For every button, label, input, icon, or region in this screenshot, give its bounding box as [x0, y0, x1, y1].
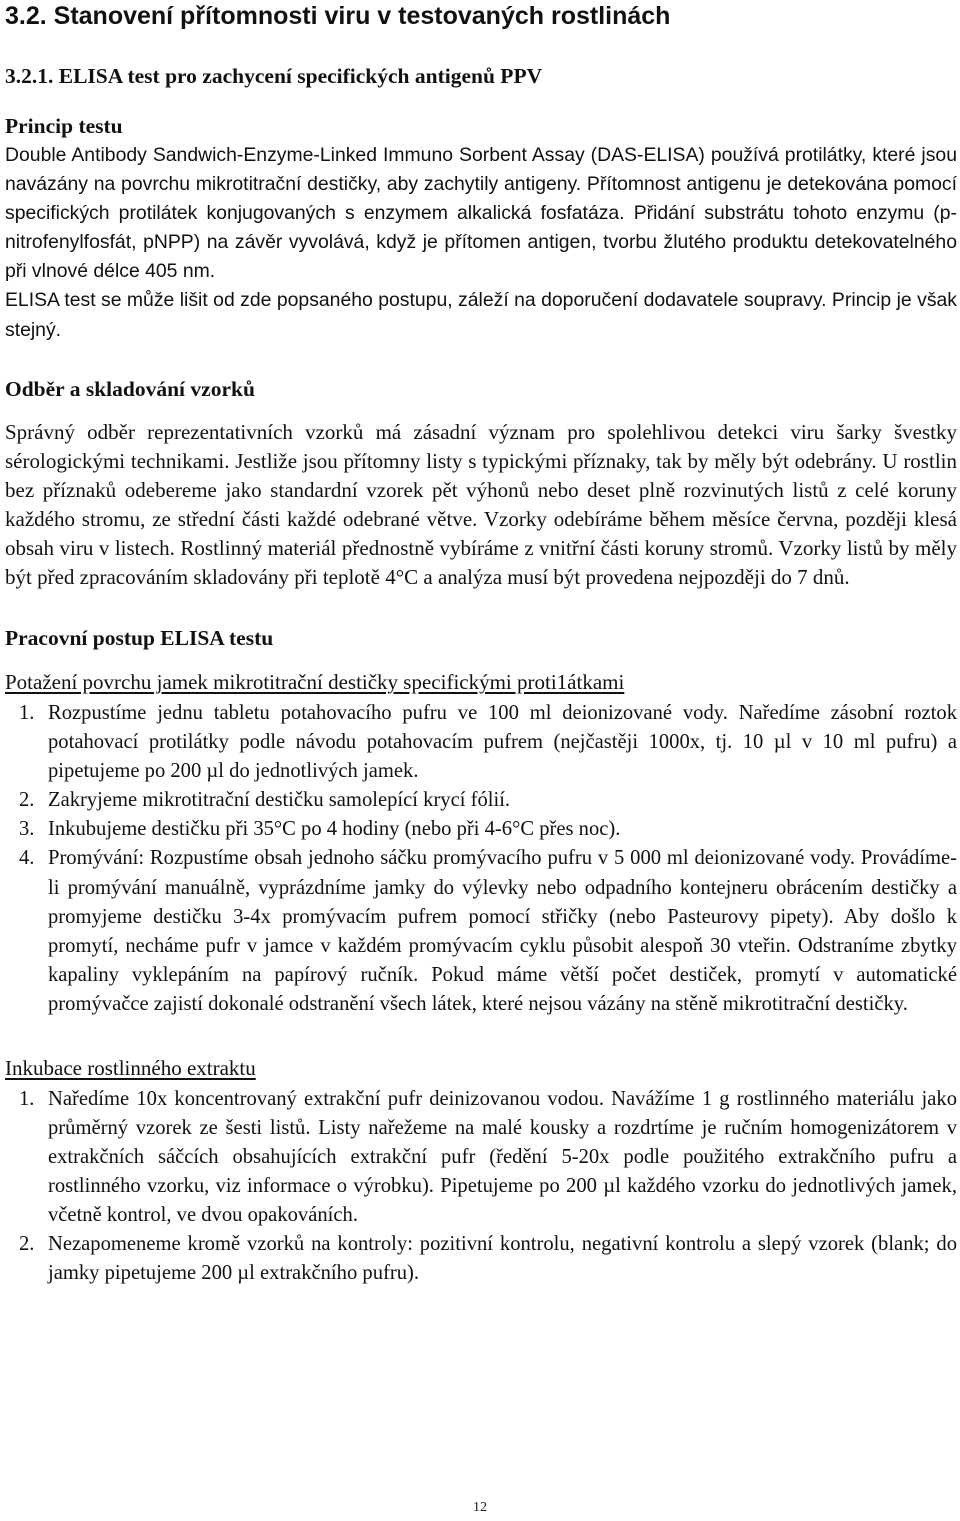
list-item-text: Inkubujeme destičku při 35°C po 4 hodiny (nebo při 4-6°C přes noc).: [48, 818, 621, 841]
list-item: [5, 1230, 957, 1288]
list-item-text: Zakryjeme mikrotitrační destičku samolepící krycí fólií.: [48, 789, 511, 812]
princip-paragraph: Double Antibody Sandwich-Enzyme-Linked Immuno Sorbent Assay (DAS-ELISA) používá protilátky, které jsou navázány na povrchu mikrotitrační destičky, aby zachytily antigeny. Přítomnost antigenu je detekována pomocí specifických protilátek konjugovaných s enzymem alkalická fosfatáza. Přidání substrátu tohoto enzymu (p-nitrofenylfosfát, pNPP) na závěr vyvolává, když je přítomen antigen, tvorbu žlutého produktu detekovatelného při vlnové délce 405 nm.: [5, 144, 957, 283]
document-page: [5, 0, 957, 1288]
princip-note-paragraph: ELISA test se může lišit od zde popsaného postupu, záleží na doporučení dodavatele soupravy. Princip je však stejný.: [5, 289, 957, 341]
list-item-text: Rozpustíme jednu tabletu potahovacího pufru ve 100 ml deionizované vody. Naředíme zásobní roztok potahovací protilátky podle návodu potahovacím pufrem (nejčastěji 1000x, tj. 10 µl v 10 ml pufru) a pipetujeme po 200 µl do jednotlivých jamek.: [48, 702, 957, 783]
list-item-number: 2.: [19, 1232, 35, 1255]
postup-heading: Pracovní postup ELISA testu: [5, 626, 274, 651]
page-number: 12: [473, 1500, 487, 1515]
list-item-number: 4.: [19, 847, 35, 870]
odber-heading: Odběr a skladování vzorků: [5, 376, 255, 401]
coating-steps-list: [5, 699, 957, 1019]
list-item: [5, 699, 957, 786]
princip-heading: Princip testu: [5, 114, 123, 138]
list-item-number: 1.: [19, 1087, 35, 1110]
subsection-heading: 3.2.1. ELISA test pro zachycení specifických antigenů PPV: [5, 64, 543, 88]
list-item: [5, 815, 957, 844]
list-item-text: Nezapomeneme kromě vzorků na kontroly: pozitivní kontrolu, negativní kontrolu a slepý vzorek (blank; do jamky pipetujeme 200 µl extrakčního pufru).: [48, 1232, 957, 1285]
list-item: [5, 1085, 957, 1230]
list-item-number: 2.: [19, 789, 35, 812]
odber-paragraph: Správný odběr reprezentativních vzorků má zásadní význam pro spolehlivou detekci viru šarky švestky sérologickými technikami. Jestliže jsou přítomny listy s typickými příznaky, tak by měly být odebrány. U rostlin bez příznaků odebereme jako standardní vzorek pět výhonů nebo deset plně rozvinutých listů z celé koruny každého stromu, ze střední části každé odebrané větve. Vzorky odebíráme během měsíce června, později klesá obsah viru v listech. Rostlinný materiál přednostně vybíráme z vnitřní části koruny stromů. Vzorky listů by měly být před zpracováním skladovány při teplotě 4°C a analýza musí být provedena nejpozději do 7 dnů.: [5, 419, 957, 590]
section-heading: 3.2. Stanovení přítomnosti viru v testovaných rostlinách: [5, 2, 671, 30]
list-item-text: Promývání: Rozpustíme obsah jednoho sáčku promývacího pufru v 5 000 ml deionizované vody. Provádíme-li promývání manuálně, vyprázdníme jamky do výlevky nebo odpadního kontejneru obrácením destičky a promyjeme destičku 3-4x promývacím pufrem pomocí střičky (nebo Pasteurovy pipety). Aby došlo k promytí, necháme pufr v jamce v každém promývacím cyklu působit alespoň 30 vteřin. Odstraníme zbytky kapaliny vyklepáním na papírový ručník. Pokud máme větší počet destiček, promytí v automatické promývačce zajistí dokonalé odstranění všech látek, které nejsou vázány na stěně mikrotitrační destičky.: [48, 847, 957, 1015]
list-item-text: Naředíme 10x koncentrovaný extrakční pufr deinizovanou vodou. Navážíme 1 g rostlinného materiálu jako průměrný vzorek ze šesti listů. Listy nařežeme na malé kousky a rozdrtíme je ručním homogenizátorem v extrakčních sáčcích obsahujících extrakční pufr (ředění 5-20x podle použitého extrakčního pufru a rostlinného vzorku, viz informace o výrobku). Pipetujeme po 200 µl každého vzorku do jednotlivých jamek, včetně kontrol, ve dvou opakováních.: [48, 1087, 957, 1226]
list-item-number: 3.: [19, 818, 35, 841]
extract-subheading: Inkubace rostlinného extraktu: [5, 1055, 256, 1080]
list-item-number: 1.: [19, 702, 35, 725]
extract-steps-list: [5, 1085, 957, 1288]
list-item: [5, 786, 957, 815]
coating-subheading: Potažení povrchu jamek mikrotitrační destičky specifickými proti1átkami: [5, 670, 625, 695]
list-item: [5, 844, 957, 1018]
